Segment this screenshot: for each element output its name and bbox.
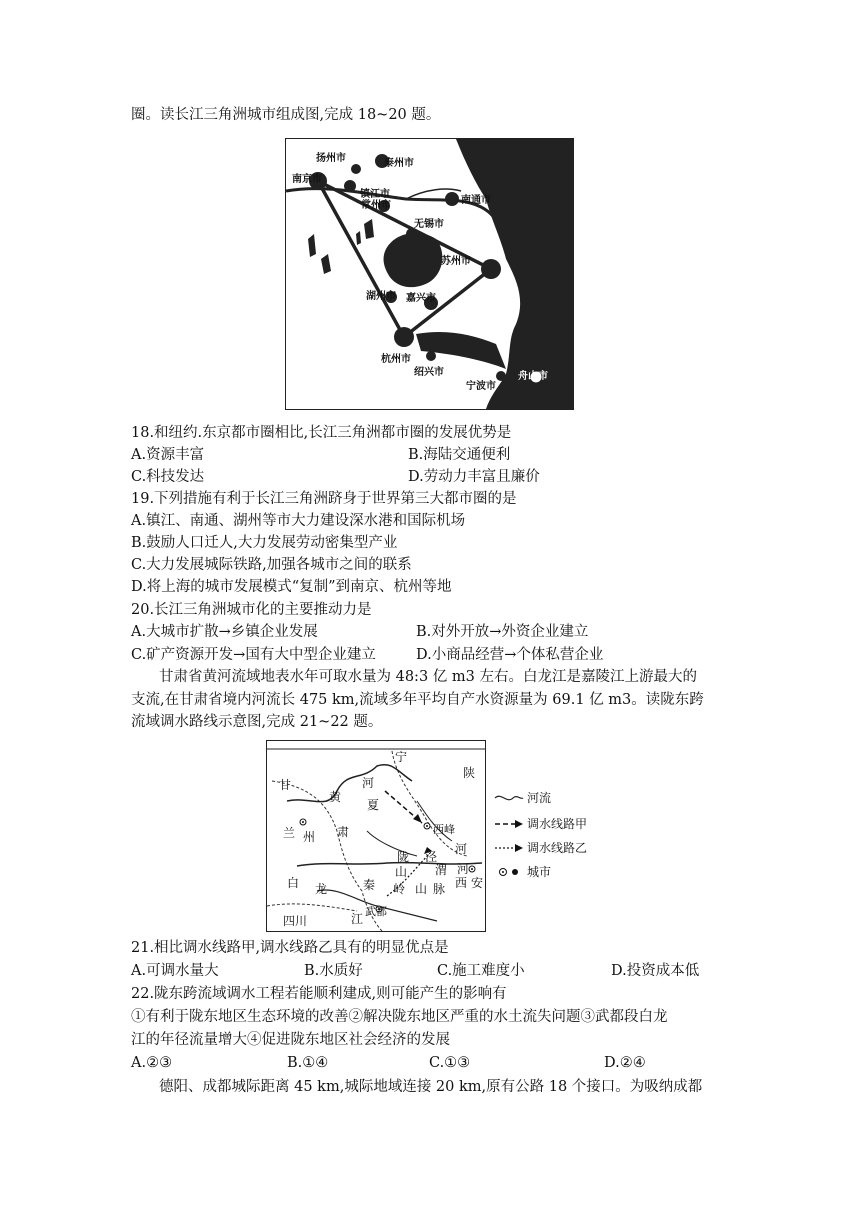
q19-option-b[interactable]: B.鼓励人口迁人,大力发展劳动密集型产业 <box>131 535 398 551</box>
para2-line3: 流域调水路线示意图,完成 21~22 题。 <box>131 714 383 730</box>
map2-label: 龙 <box>315 882 328 896</box>
map2-label: 脉 <box>433 882 446 896</box>
q21-option-a[interactable]: A.可调水量大 <box>131 963 219 979</box>
q20-option-c[interactable]: C.矿产资源开发→国有大中型企业建立 <box>131 647 376 663</box>
map2-label: 江 <box>351 912 364 926</box>
city-label: 绍兴市 <box>414 367 444 378</box>
city-label: 宁波市 <box>466 381 496 392</box>
q20-stem: 20.长江三角洲城市化的主要推动力是 <box>131 602 372 618</box>
city-label: 泰州市 <box>384 158 414 169</box>
legend-svg <box>493 786 603 886</box>
q20-option-b[interactable]: B.对外开放→外资企业建立 <box>416 624 589 640</box>
city-label: 常州市 <box>361 200 391 211</box>
q22-option-c[interactable]: C.①③ <box>429 1055 471 1071</box>
city-label: 南通市 <box>461 195 491 206</box>
q20-option-a[interactable]: A.大城市扩散→乡镇企业发展 <box>131 624 318 640</box>
q19-option-d[interactable]: D.将上海的城市发展模式“复制”到南京、杭州等地 <box>131 579 452 595</box>
map2-label: 宁 <box>395 750 408 764</box>
q21-stem: 21.相比调水线路甲,调水线路乙具有的明显优点是 <box>131 940 449 956</box>
map2-label: 肃 <box>337 825 350 839</box>
para2-line2: 支流,在甘肃省境内河流长 475 km,流域多年平均自产水资源量为 69.1 亿 m3。读陇东跨 <box>131 692 704 708</box>
map2-label: 泾 <box>425 850 438 864</box>
para3-line: 德阳、成都城际距离 45 km,城际地域连接 20 km,原有公路 18 个接口。为吸纳成都 <box>159 1079 703 1095</box>
map2-label: 山 <box>395 865 408 879</box>
q18-option-c[interactable]: C.科技发达 <box>131 469 205 485</box>
yangtze-delta-map-svg <box>286 139 573 409</box>
city-label: 湖州市 <box>366 291 396 302</box>
q19-stem: 19.下列措施有利于长江三角洲跻身于世界第三大都市圈的是 <box>131 491 517 507</box>
city-label: 扬州市 <box>316 153 346 164</box>
q19-option-a[interactable]: A.镇江、南通、湖州等市大力建设深水港和国际机场 <box>131 513 466 529</box>
legend-city-label: 城市 <box>527 865 552 879</box>
city-label: 南京市 <box>292 174 322 185</box>
q19-option-c[interactable]: C.大力发展城际铁路,加强各城市之间的联系 <box>131 557 412 573</box>
map2-label: 陇 <box>397 850 410 864</box>
para2-line1: 甘肃省黄河流域地表水年可取水量为 48:3 亿 m3 左右。白龙江是嘉陵江上游最大的 <box>159 669 697 685</box>
map2-label: 岭 <box>393 882 406 896</box>
q21-option-b[interactable]: B.水质好 <box>304 963 363 979</box>
city-label: 苏州市 <box>441 256 471 267</box>
city-label: 镇江市 <box>360 189 390 200</box>
map2-label: 西 <box>455 876 468 890</box>
map2-label: 甘 <box>279 778 292 792</box>
q18-stem: 18.和纽约.东京都市圈相比,长江三角洲都市圈的发展优势是 <box>131 425 512 441</box>
q22-statements-1: ①有利于陇东地区生态环境的改善②解决陇东地区严重的水土流失问题③武都段白龙 <box>131 1009 668 1025</box>
q22-option-d[interactable]: D.②④ <box>604 1055 646 1071</box>
intro-line: 圈。读长江三角洲城市组成图,完成 18~20 题。 <box>131 107 441 123</box>
longdong-map-svg <box>267 741 485 931</box>
map2-label: 山 <box>415 882 428 896</box>
map2-label: 武都 <box>365 905 387 918</box>
q22-statements-2: 江的年径流量增大④促进陇东地区社会经济的发展 <box>131 1032 450 1048</box>
city-label: 上海市 <box>486 281 516 292</box>
map2-label: 兰 <box>283 826 296 840</box>
map2-legend <box>493 786 603 886</box>
q18-option-b[interactable]: B.海陆交通便利 <box>408 447 511 463</box>
q21-option-c[interactable]: C.施工难度小 <box>437 963 525 979</box>
q18-option-a[interactable]: A.资源丰富 <box>131 447 205 463</box>
map2-label: 河 <box>455 842 468 856</box>
city-label: 无锡市 <box>414 219 444 230</box>
q22-option-a[interactable]: A.②③ <box>131 1055 173 1071</box>
q22-option-b[interactable]: B.①④ <box>287 1055 329 1071</box>
city-label: 杭州市 <box>381 354 411 365</box>
q20-option-d[interactable]: D.小商品经营→个体私营企业 <box>416 647 604 663</box>
q21-option-d[interactable]: D.投资成本低 <box>611 963 700 979</box>
map2-label: 四川 <box>283 914 308 928</box>
map2-label: 秦 <box>363 878 376 892</box>
map2-label: 渭 <box>435 863 448 877</box>
map2-label: 安 <box>471 876 484 890</box>
longdong-water-transfer-map <box>266 740 486 932</box>
map2-label: 夏 <box>367 798 380 812</box>
legend-river-label: 河流 <box>527 791 552 805</box>
map2-label: 河 <box>362 776 375 790</box>
map2-label: 州 <box>303 830 316 844</box>
map2-label: 黄 <box>329 790 342 804</box>
legend-route-b-label: 调水线路乙 <box>527 841 588 855</box>
map2-label: 河 <box>457 862 470 876</box>
yangtze-delta-map <box>285 138 574 410</box>
legend-route-a-label: 调水线路甲 <box>527 817 588 831</box>
map2-label: 陕 <box>463 766 476 780</box>
map2-label: 西峰 <box>433 823 455 836</box>
map2-label: 白 <box>287 876 300 890</box>
q18-option-d[interactable]: D.劳动力丰富且廉价 <box>408 469 540 485</box>
city-label: 舟山市 <box>518 371 548 382</box>
city-label: 嘉兴市 <box>406 293 436 304</box>
q22-stem: 22.陇东跨流域调水工程若能顺利建成,则可能产生的影响有 <box>131 986 507 1002</box>
